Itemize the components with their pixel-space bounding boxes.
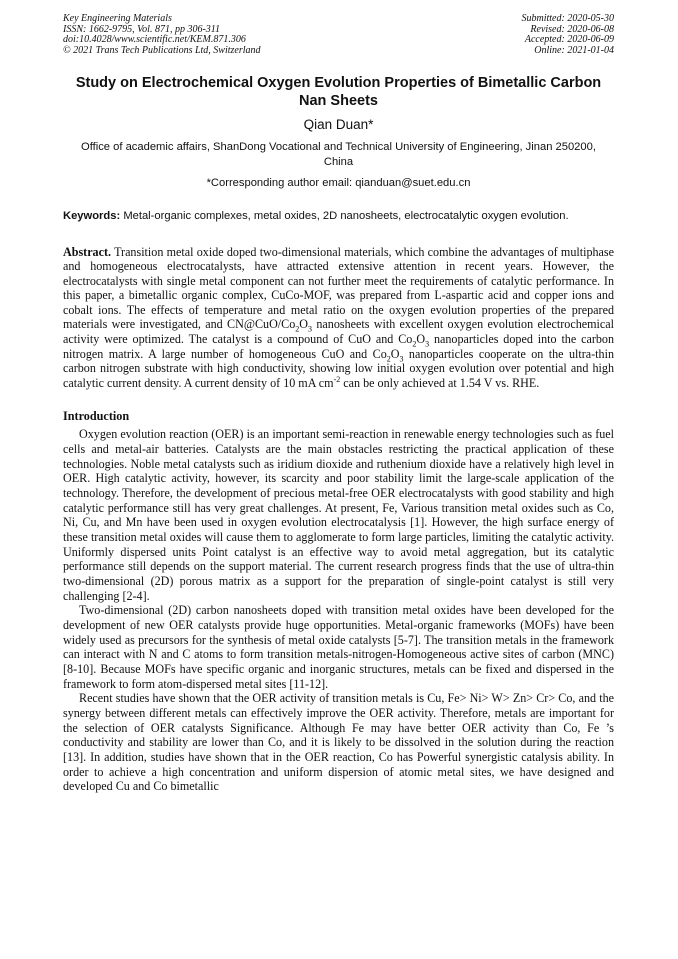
abstract	[63, 245, 614, 391]
copyright: © 2021 Trans Tech Publications Ltd, Switzerland	[63, 44, 261, 56]
publication-dates	[522, 14, 615, 56]
online-date: Online: 2021-01-04	[534, 44, 614, 56]
author-name: Qian Duan*	[303, 117, 374, 132]
affiliation: Office of academic affairs, ShanDong Vocational and Technical University of Engineering, Jinan 250200, China	[81, 141, 596, 168]
abstract-text: O	[299, 317, 309, 332]
abstract-label: Abstract.	[63, 244, 112, 259]
abstract-text: can be only achieved at 1.54 V vs. RHE.	[340, 375, 540, 390]
abstract-text: nanoparticles doped into the carbon nitrogen matrix. A large number of homogeneous CuO and Co	[63, 332, 614, 361]
submitted-date: Submitted: 2020-05-30	[521, 13, 614, 24]
paper-page	[63, 14, 614, 794]
doi: doi:10.4028/www.scientific.net/KEM.871.306	[63, 34, 246, 45]
corresponding-email: *Corresponding author email: qianduan@suet.edu.cn	[206, 177, 471, 189]
keywords-text: Metal-organic complexes, metal oxides, 2D nanosheets, electrocatalytic oxygen evolution.	[123, 210, 569, 222]
publication-info	[63, 14, 261, 56]
subscript: 3	[425, 339, 430, 349]
accepted-date: Accepted: 2020-06-09	[524, 34, 614, 45]
revised-date: Revised: 2020-06-08	[530, 23, 614, 35]
journal-header	[63, 14, 614, 56]
section-heading-introduction: Introduction	[63, 409, 130, 424]
keywords	[63, 209, 614, 224]
paper-title: Study on Electrochemical Oxygen Evolution Properties of Bimetallic Carbon Nan Sheets	[75, 75, 602, 109]
superscript: -2	[333, 374, 341, 384]
abstract-text: nanosheets with excellent oxygen evolution electrochemical activity were optimized. The catalyst is a compound of CuO and Co	[63, 317, 614, 347]
abstract-text: nanoparticles cooperate on the ultra-thin carbon nitrogen substrate with high conductivity, showing low initial oxygen evolution over potential and high catalytic current density. A current density of 10 mA cm	[63, 346, 614, 390]
subscript: 2	[412, 339, 417, 349]
subscript: 3	[399, 354, 404, 364]
abstract-text: O	[416, 332, 426, 347]
subscript: 3	[308, 324, 313, 334]
keywords-label: Keywords:	[63, 210, 121, 222]
subscript: 2	[386, 354, 391, 364]
abstract-text: O	[390, 346, 400, 361]
issn: ISSN: 1662-9795, Vol. 871, pp 306-311	[63, 23, 221, 35]
journal-name: Key Engineering Materials	[63, 13, 172, 24]
intro-paragraph: Two-dimensional (2D) carbon nanosheets doped with transition metal oxides have been developed for the development of new OER catalysts provide huge opportunities. Metal-organic frameworks (MOFs) have been widely used as precursors for the synthesis of metal oxide catalysts [5-7]. The transition metals in the framework can interact with N and C atoms to form transition metals-nitrogen-Homogeneous active sites of carbon (MNC) [8-10]. Because MOFs have specific organic and inorganic structures, metals can be fixed and dispersed in the framework to form atom-dispersed metal sites [11-12].	[63, 603, 614, 691]
intro-paragraph: Recent studies have shown that the OER activity of transition metals is Cu, Fe> Ni> W> Zn> Cr> Co, and the synergy between different metals can effectively improve the OER activity. Therefore, metals are important for the selection of OER catalysts Significance. Although Fe may have better OER activity than Co, Fe ’s conductivity and stability are lower than Co, and it is likely to be dissolved in the solution during the reaction [13]. In addition, studies have shown that in the OER reaction, Co has Powerful synergistic catalysis ability. In order to achieve a high concentration and uniform dispersion of atomic metal sites, we have designed and developed Cu and Co bimetallic	[63, 691, 614, 794]
subscript: 2	[295, 324, 300, 334]
abstract-text: Transition metal oxide doped two-dimensional materials, which combine the advantages of multiphase and homogeneous electrocatalysts, have attracted extensive attention in recent years. However, the electrocatalysts with single metal component can not further meet the requirements of catalytic performance. In this paper, a bimetallic organic complex, CuCo-MOF, was prepared from L-aspartic acid and copper ions and cobalt ions. The effects of temperature and metal ratio on the oxygen evolution properties of the prepared materials were investigated, and CN@CuO/Co	[63, 244, 614, 332]
intro-paragraph: Oxygen evolution reaction (OER) is an important semi-reaction in renewable energy technologies such as fuel cells and metal-air batteries. Catalysts are the main obstacles restricting the practical application of these technologies. Noble metal catalysts such as iridium dioxide and ruthenium dioxide have a relatively high level in OER. High catalytic activity, however, its scarcity and poor stability limit the large-scale application of the technology. Therefore, the development of precious metal-free OER electrocatalysts with good stability and high catalytic performance still has very great challenges. At present, Fe, Various transition metal oxides such as Co, Ni, Cu, and Mn have been used in oxygen evolution electrocatalysis [1]. However, the high surface energy of these transition metal oxides will cause them to agglomerate to form large particles, limiting the catalytic activity. Uniformly dispersed units Point catalyst is an effective way to avoid metal aggregation, but its catalytic performance still depends on the support material. The current research progress finds that the use of ultra-thin two-dimensional (2D) porous matrix as a support for the preparation of single-point catalyst is still very challenging [2-4].	[63, 427, 614, 603]
